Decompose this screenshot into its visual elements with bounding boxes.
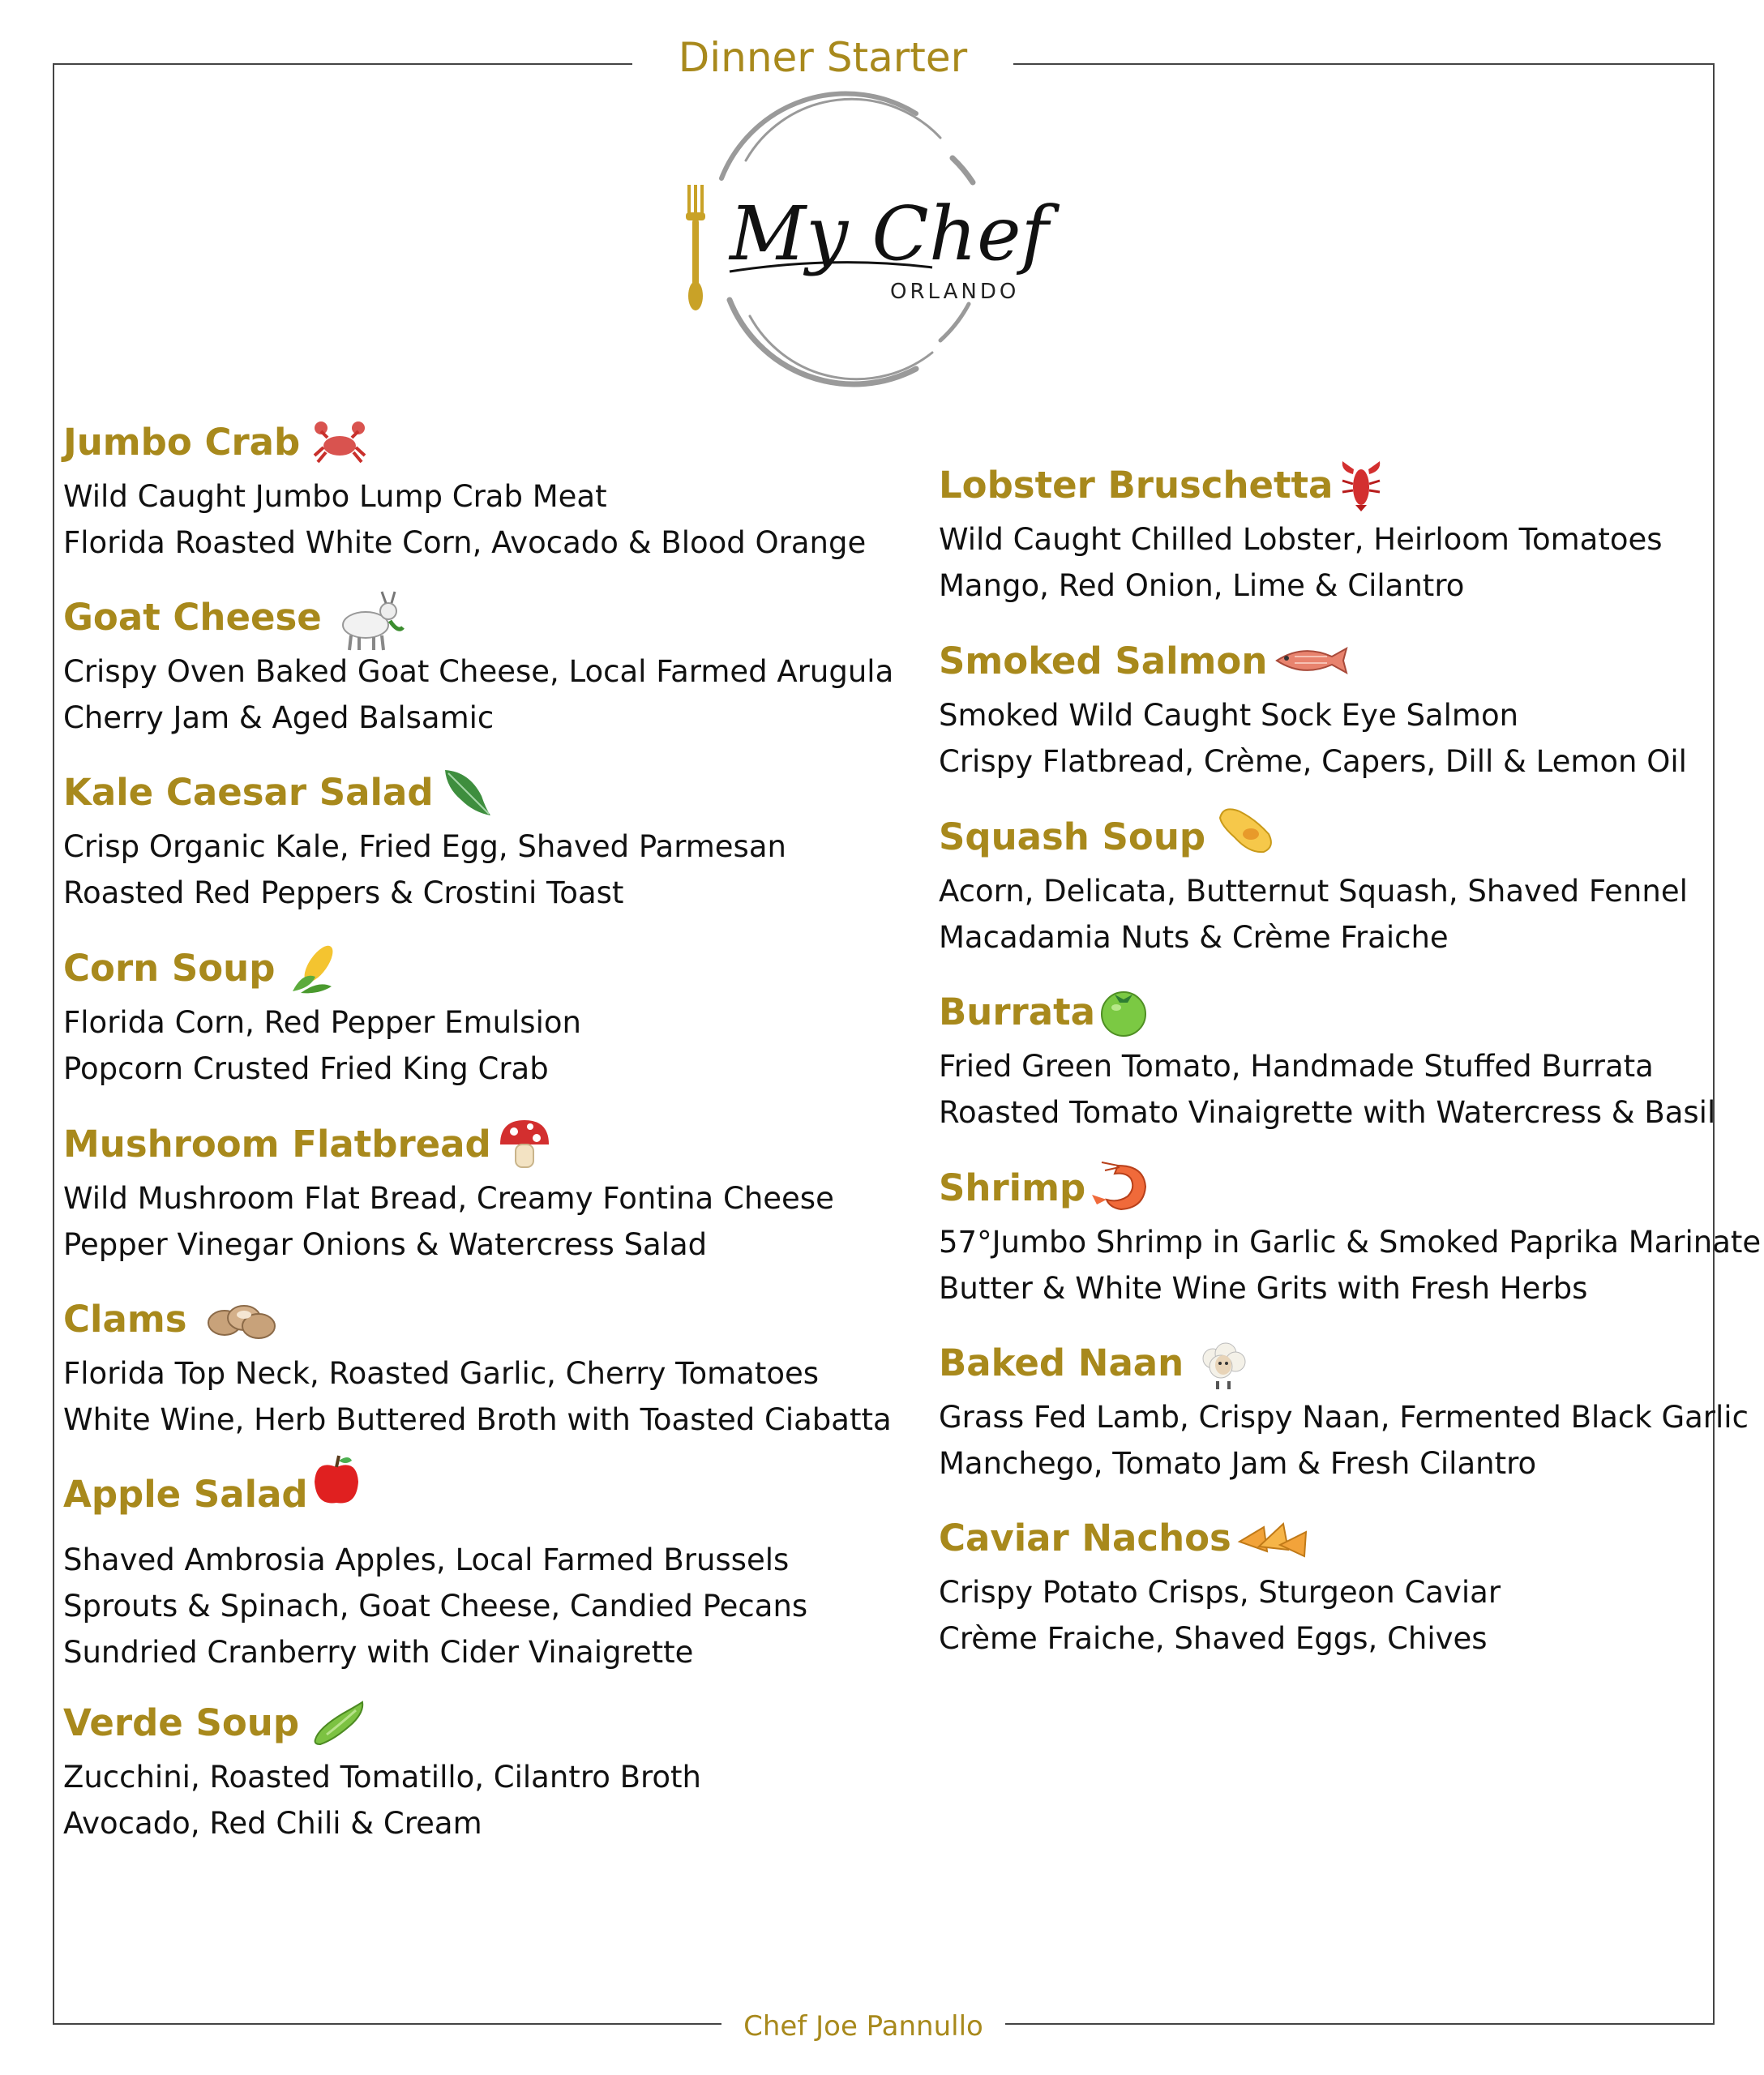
item-description-line: Sundried Cranberry with Cider Vinaigrette [63,1635,694,1670]
apple-icon [308,1452,365,1509]
item-title: Lobster Bruschetta [939,463,1334,507]
item-description-line: Smoked Wild Caught Sock Eye Salmon [939,698,1519,733]
menu-item-smoked-salmon [939,632,1687,785]
menu-item-kale-caesar-salad [63,764,786,916]
sheep-icon [1195,1334,1252,1391]
item-title: Squash Soup [939,815,1206,858]
item-title: Clams [63,1297,187,1341]
item-title: Burrata [939,990,1095,1033]
item-description-line: Roasted Tomato Vinaigrette with Watercress & Basil [939,1095,1716,1130]
shrimp-icon [1085,1159,1150,1216]
item-title: Caviar Nachos [939,1516,1231,1559]
item-title: Kale Caesar Salad [63,770,434,814]
menu-item-squash-soup [939,808,1688,960]
menu-item-caviar-nachos [939,1509,1501,1662]
menu-item-mushroom-flatbread [63,1115,834,1268]
item-description-line: Wild Caught Chilled Lobster, Heirloom Tomatoes [939,522,1663,557]
green-tomato-icon [1095,983,1152,1040]
item-title: Goat Cheese [63,595,322,639]
item-title: Jumbo Crab [63,420,301,464]
item-description-line: Shaved Ambrosia Apples, Local Farmed Brussels [63,1542,790,1577]
item-description-line: Butter & White Wine Grits with Fresh Herbs [939,1271,1588,1306]
item-description-line: Florida Roasted White Corn, Avocado & Blood Orange [63,525,867,560]
item-description-line: Crispy Oven Baked Goat Cheese, Local Farmed Arugula [63,654,894,689]
item-title: Baked Naan [939,1341,1184,1384]
salmon-icon [1270,632,1351,689]
item-description-line: Manchego, Tomato Jam & Fresh Cilantro [939,1446,1537,1481]
menu-item-jumbo-crab [63,413,866,566]
logo-script-text: My Chef [730,190,1049,277]
item-title: Corn Soup [63,946,276,990]
item-description-line: Pepper Vinegar Onions & Watercress Salad [63,1227,708,1262]
item-description-line: Sprouts & Spinach, Goat Cheese, Candied Pecans [63,1589,808,1624]
item-title: Smoked Salmon [939,639,1268,682]
chef-signature: Chef Joe Pannullo [721,2002,1005,2051]
item-description-line: Crisp Organic Kale, Fried Egg, Shaved Parmesan [63,829,786,864]
lobster-icon [1333,456,1389,513]
item-description-line: Acorn, Delicata, Butternut Squash, Shaved Fennel [939,874,1688,909]
item-description-line: Avocado, Red Chili & Cream [63,1806,482,1841]
item-description-line: Wild Caught Jumbo Lump Crab Meat [63,479,607,514]
item-description-line: Cherry Jam & Aged Balsamic [63,700,495,735]
item-description-line: Crème Fraiche, Shaved Eggs, Chives [939,1621,1488,1656]
clams-icon [205,1290,278,1347]
crab-icon [311,413,368,470]
item-description-line: 57°Jumbo Shrimp in Garlic & Smoked Paprika Marinate [939,1225,1762,1260]
item-description-line: Grass Fed Lamb, Crispy Naan, Fermented Black Garlic [939,1400,1749,1435]
zucchini-icon [310,1694,367,1751]
menu-item-verde-soup [63,1694,701,1846]
item-description-line: Zucchini, Roasted Tomatillo, Cilantro Broth [63,1760,701,1795]
item-description-line: Mango, Red Onion, Lime & Cilantro [939,568,1465,603]
item-description-line: White Wine, Herb Buttered Broth with Toasted Ciabatta [63,1402,892,1437]
item-title: Mushroom Flatbread [63,1122,491,1166]
item-description-line: Roasted Red Peppers & Crostini Toast [63,875,624,910]
item-description-line: Florida Top Neck, Roasted Garlic, Cherry Tomatoes [63,1356,820,1391]
logo-subtitle: ORLANDO [890,280,1020,304]
item-description-line: Macadamia Nuts & Crème Fraiche [939,920,1449,955]
menu-item-clams [63,1290,892,1443]
my-chef-logo [673,97,1049,389]
page-title: Dinner Starter [632,29,1013,86]
chips-icon [1235,1509,1312,1566]
kale-icon [437,764,494,820]
item-description-line: Crispy Potato Crisps, Sturgeon Caviar [939,1575,1501,1610]
goat-icon [333,588,390,645]
item-description-line: Wild Mushroom Flat Bread, Creamy Fontina Cheese [63,1181,834,1216]
menu-item-baked-naan [939,1334,1749,1487]
item-description-line: Florida Corn, Red Pepper Emulsion [63,1005,581,1040]
menu-item-lobster-bruschetta [939,456,1663,609]
mushroom-icon [496,1115,553,1172]
item-description-line: Popcorn Crusted Fried King Crab [63,1051,549,1086]
item-title: Shrimp [939,1166,1086,1209]
item-title: Verde Soup [63,1701,300,1744]
menu-item-apple-salad [63,1465,807,1675]
menu-item-burrata [939,983,1715,1136]
menu-item-corn-soup [63,939,581,1092]
corn-icon [286,939,343,996]
menu-item-shrimp [939,1159,1761,1311]
squash-icon [1215,802,1272,858]
item-description-line: Crispy Flatbread, Crème, Capers, Dill & Lemon Oil [939,744,1687,779]
menu-item-goat-cheese [63,588,893,741]
item-description-line: Fried Green Tomato, Handmade Stuffed Burrata [939,1049,1654,1084]
item-title: Apple Salad [63,1472,308,1516]
